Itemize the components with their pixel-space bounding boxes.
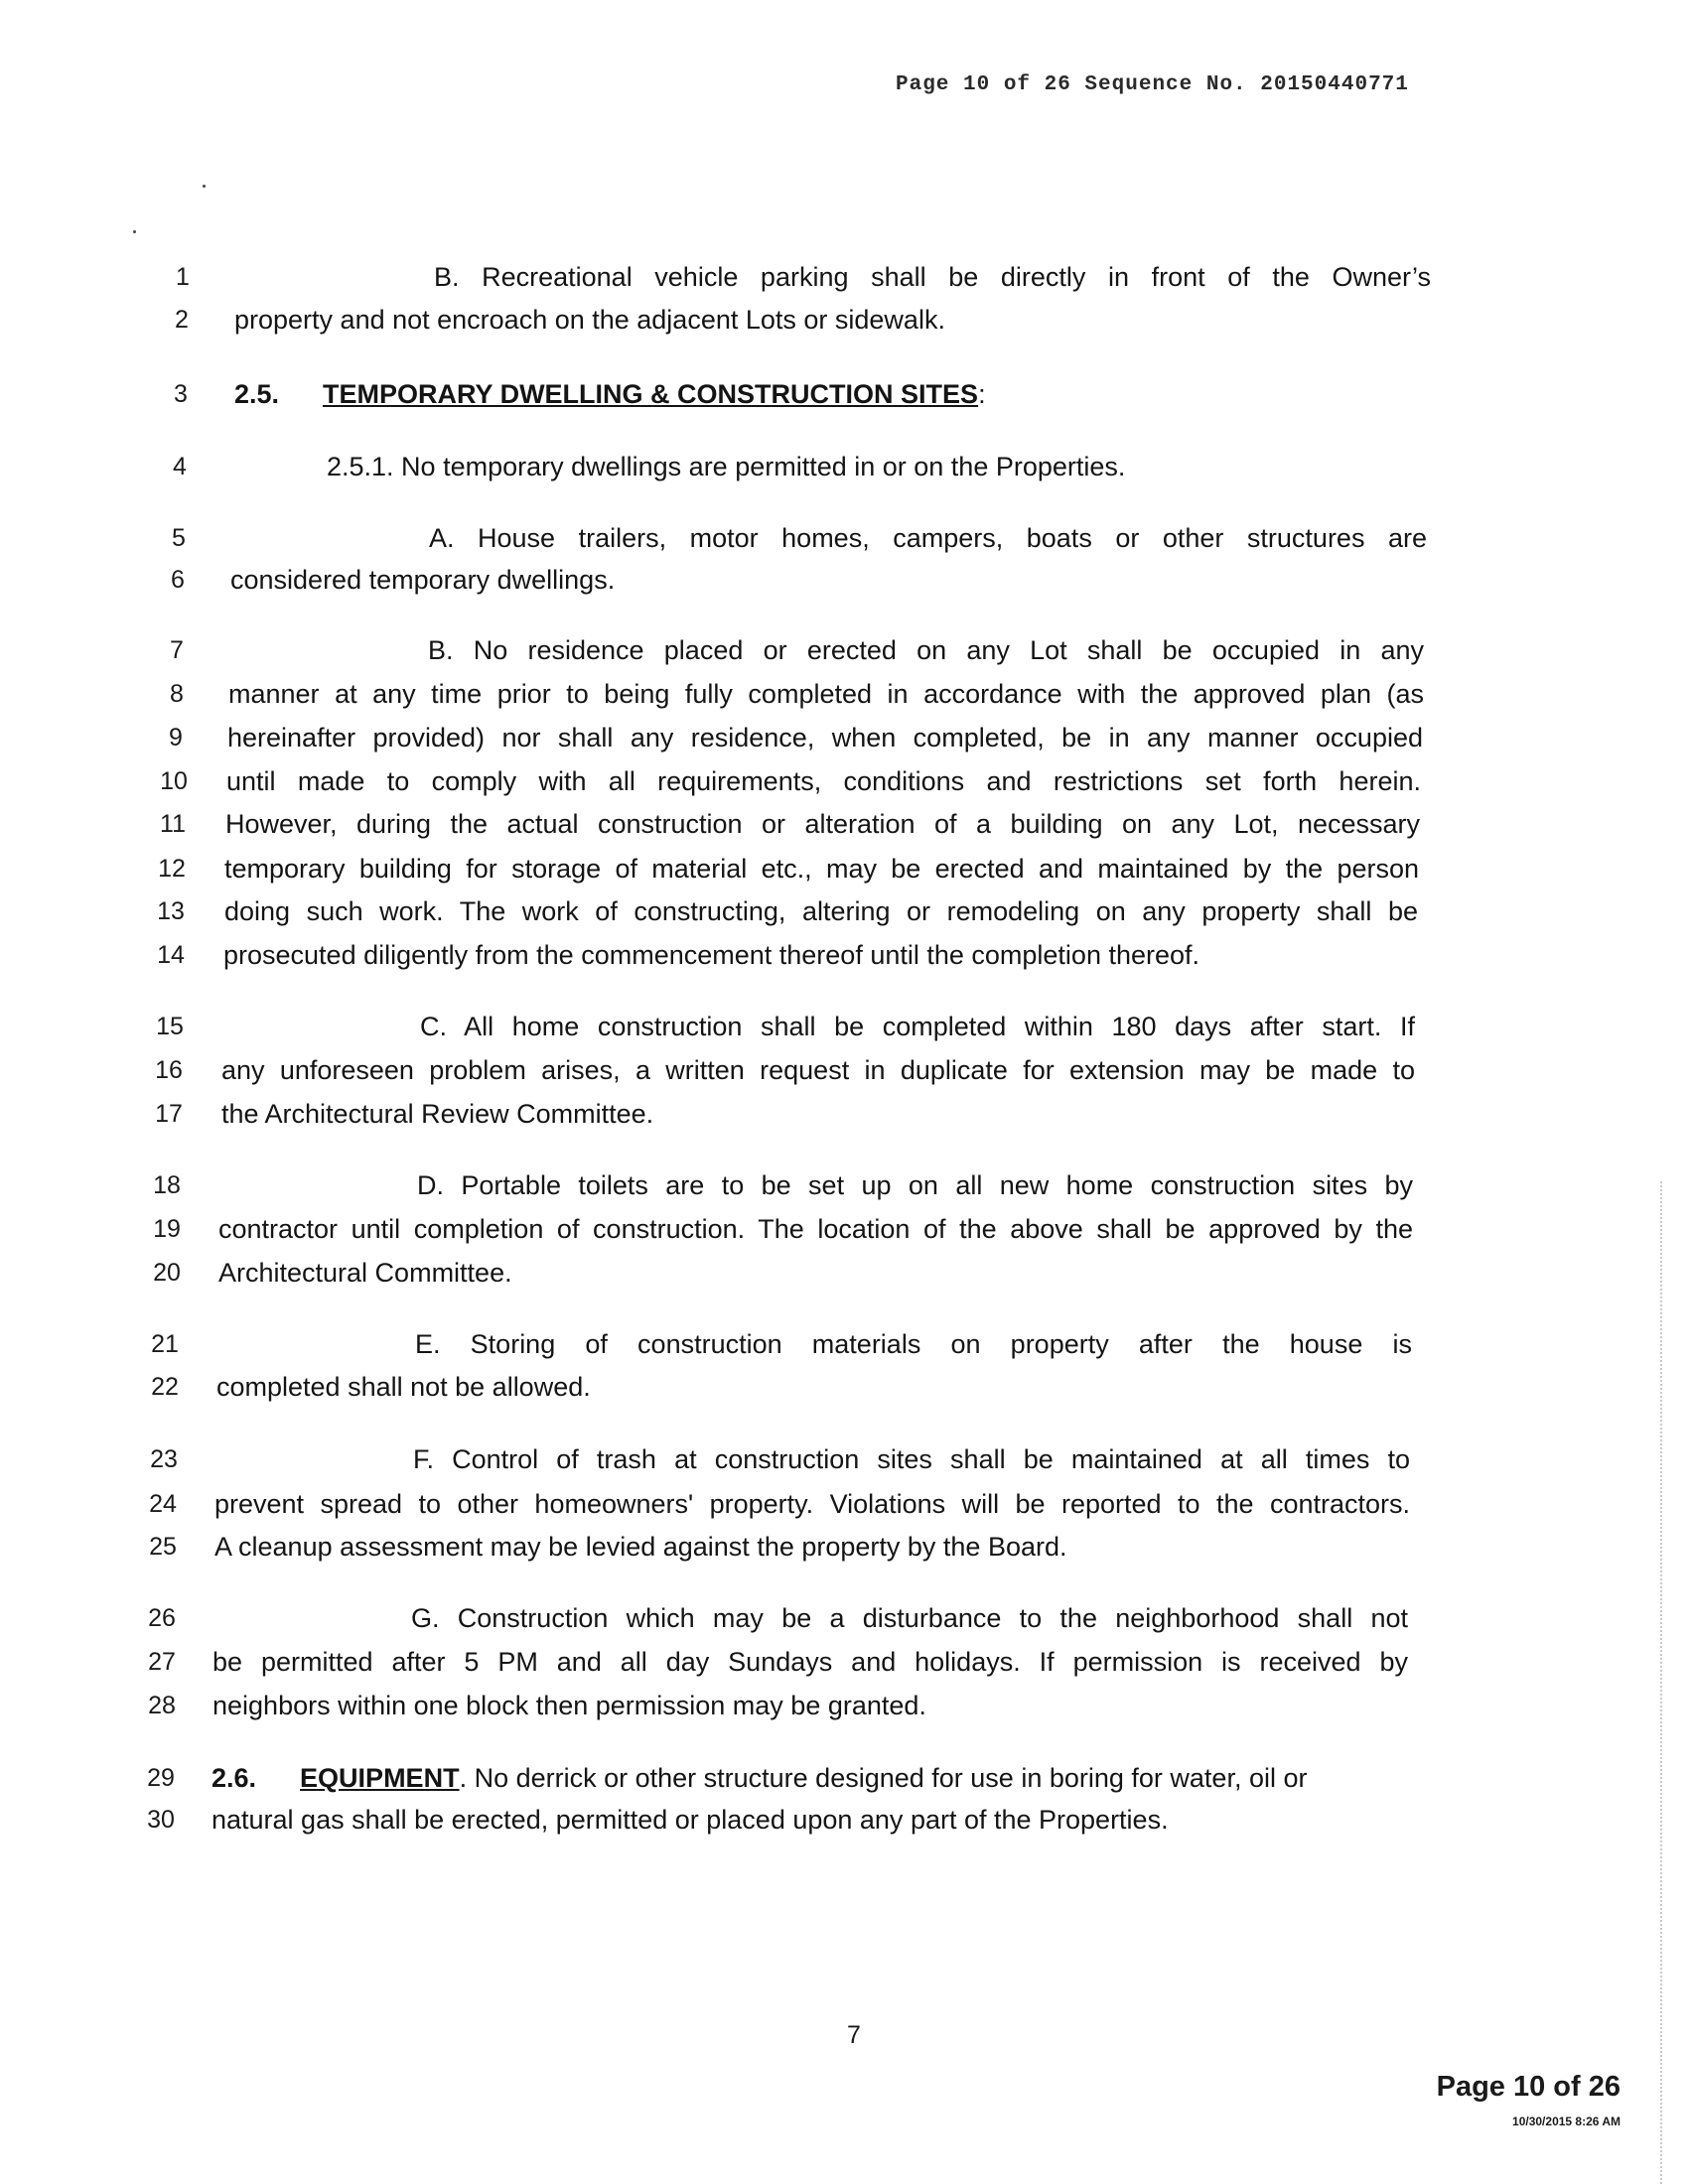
page-number: 7 [847,2021,861,2049]
line-number: 1 [176,263,190,291]
line-text: G. Construction which may be a disturbance to the neighborhood shall not [411,1603,1408,1633]
line-text: Architectural Committee. [218,1258,512,1288]
line-text: the Architectural Review Committee. [221,1099,654,1129]
recorder-datetime-stamp: 10/30/2015 8:26 AM [1512,2115,1621,2128]
line-text: completed shall not be allowed. [216,1372,591,1402]
scan-speck [133,230,136,233]
line-text: B. No residence placed or erected on any Lot shall be occupied in any [428,635,1424,665]
section-heading-trail: : [978,379,986,409]
line-number: 11 [160,810,186,838]
line-text: prevent spread to other homeowners' property. Violations will be reported to the contractors. [214,1489,1410,1519]
line-number: 4 [173,453,187,480]
line-text: natural gas shall be erected, permitted or placed upon any part of the Properties. [212,1805,1169,1835]
line-number: 22 [151,1373,179,1401]
line-number: 27 [148,1648,176,1676]
line-number: 23 [150,1445,178,1473]
line-number: 7 [170,636,184,664]
line-text: C. All home construction shall be completed within 180 days after start. If [420,1012,1415,1041]
line-text: D. Portable toilets are to be set up on all new home construction sites by [417,1170,1413,1200]
section-number: 2.6. [212,1763,257,1793]
line-text: be permitted after 5 PM and all day Sundays and holidays. If permission is received by [212,1647,1408,1677]
line-number: 20 [153,1259,181,1287]
line-number: 24 [149,1490,177,1518]
line-number: 17 [155,1100,183,1128]
line-text: considered temporary dwellings. [230,565,616,595]
line-text: E. Storing of construction materials on property after the house is [415,1329,1412,1359]
line-text: hereinafter provided) nor shall any residence, when completed, be in any manner occupied [227,723,1423,752]
line-text: any unforeseen problem arises, a written request in duplicate for extension may be made to [221,1055,1415,1085]
line-number: 2 [175,306,189,334]
line-text: manner at any time prior to being fully completed in accordance with the approved plan (as [228,679,1424,709]
line-text: until made to comply with all requirements, conditions and restrictions set forth herein. [226,766,1421,796]
section-heading-trail: . No derrick or other structure designed for use in boring for water, oil or [459,1763,1308,1793]
line-number: 6 [171,566,185,594]
section-title: TEMPORARY DWELLING & CONSTRUCTION SITES [323,379,979,409]
scan-edge-artifact [1660,1181,1662,2184]
line-number: 9 [169,724,183,751]
line-text: However, during the actual construction or alteration of a building on any Lot, necessary [225,809,1420,839]
line-number: 15 [156,1013,184,1040]
scan-speck [203,185,206,188]
line-number: 26 [148,1604,176,1632]
line-text: B. Recreational vehicle parking shall be directly in front of the Owner’s [434,262,1431,292]
line-number: 28 [148,1692,176,1719]
line-number: 10 [160,767,188,795]
line-text: A cleanup assessment may be levied against the property by the Board. [214,1532,1067,1562]
header-sequence-label: Page 10 of 26 Sequence No. 20150440771 [896,73,1409,96]
section-title: EQUIPMENT [300,1763,460,1793]
line-text: A. House trailers, motor homes, campers, boats or other structures are [429,523,1427,553]
line-number: 14 [157,941,185,969]
line-number: 5 [172,524,186,552]
section-heading [212,1763,1307,1793]
section-heading [234,379,986,409]
line-number: 8 [170,680,184,708]
line-number: 19 [153,1215,181,1243]
line-text: temporary building for storage of material etc., may be erected and maintained by the person [224,854,1419,884]
line-text: F. Control of trash at construction sites shall be maintained at all times to [413,1444,1410,1474]
line-number: 29 [147,1764,175,1792]
line-text: neighbors within one block then permission may be granted. [212,1691,926,1720]
line-number: 3 [174,380,188,408]
line-number: 13 [157,897,185,925]
line-number: 30 [147,1806,175,1834]
line-text: prosecuted diligently from the commencement thereof until the completion thereof. [223,940,1200,970]
line-number: 18 [153,1171,181,1199]
line-text: doing such work. The work of constructing, altering or remodeling on any property shall be [224,896,1418,926]
recorder-page-stamp: Page 10 of 26 [1436,2071,1621,2103]
line-text: property and not encroach on the adjacent Lots or sidewalk. [234,305,945,335]
line-text: contractor until completion of construction. The location of the above shall be approved by the [218,1214,1413,1244]
line-number: 16 [155,1056,183,1084]
line-text: 2.5.1. No temporary dwellings are permitted in or on the Properties. [327,452,1126,481]
section-number: 2.5. [234,379,280,409]
line-number: 21 [151,1330,179,1358]
line-number: 12 [158,855,186,883]
line-number: 25 [149,1533,177,1561]
